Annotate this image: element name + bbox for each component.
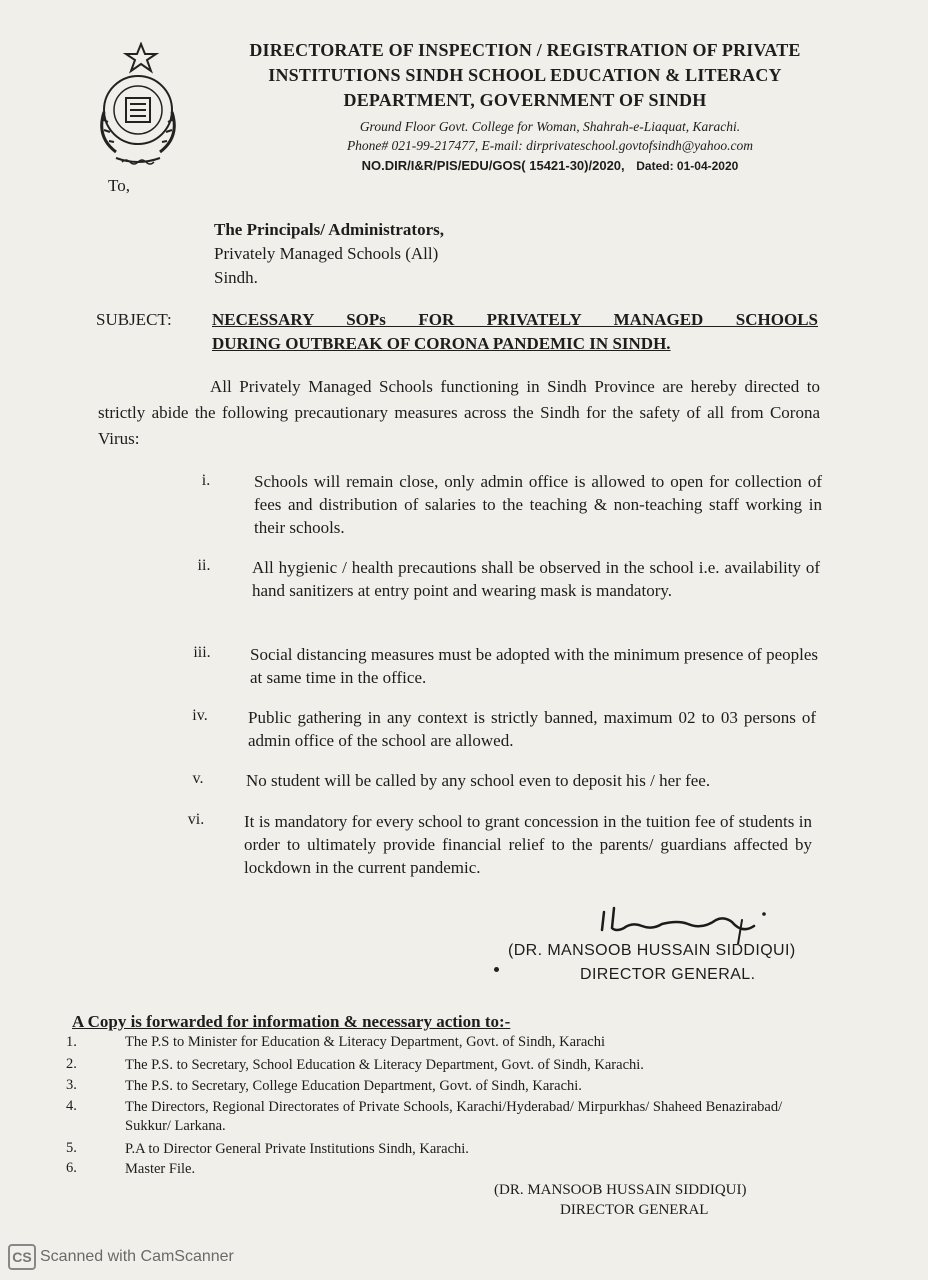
measure-number: iv. — [192, 707, 208, 724]
header-title-line-3: DEPARTMENT, GOVERNMENT OF SINDH — [343, 90, 707, 110]
copy-item-text: The P.S. to Secretary, School Education & Literacy Department, Govt. of Sindh, Karachi. — [125, 1057, 644, 1073]
measure-text: Schools will remain close, only admin office is allowed to open for collection of fees and distribution of salaries to the teaching & non-teaching staff working in their schools. — [254, 472, 822, 537]
intro-paragraph: All Privately Managed Schools functioning in Sindh Province are hereby directed to strictly abide the following precautionary measures across the Sindh for the safety of all from Corona Virus: — [98, 377, 820, 448]
footer-signatory-title: DIRECTOR GENERAL — [560, 1202, 709, 1218]
copy-forwarded-heading: A Copy is forwarded for information & necessary action to:- — [72, 1012, 511, 1031]
handwritten-signature — [592, 900, 772, 944]
measure-text: All hygienic / health precautions shall be observed in the school i.e. availability of hand sanitizers at entry point and wearing mask is mandatory. — [252, 558, 820, 600]
camscanner-logo-icon: CS — [8, 1244, 36, 1270]
copy-item-text: The P.S. to Secretary, College Education Department, Govt. of Sindh, Karachi. — [125, 1078, 582, 1094]
copy-item-text: The P.S to Minister for Education & Literacy Department, Govt. of Sindh, Karachi — [125, 1034, 606, 1050]
signatory-title: DIRECTOR GENERAL. — [580, 966, 756, 983]
camscanner-watermark — [8, 1244, 234, 1268]
signatory-name: (DR. MANSOOB HUSSAIN SIDDIQUI) — [508, 942, 796, 959]
reference-line — [290, 158, 810, 173]
subject-label: SUBJECT: — [96, 310, 172, 329]
header-title-line-2: INSTITUTIONS SINDH SCHOOL EDUCATION & LITERACY — [268, 65, 782, 85]
copy-item-number: 1. — [66, 1034, 77, 1050]
measure-number: i. — [201, 472, 211, 489]
copy-item-number: 2. — [66, 1056, 77, 1072]
recipient-line-2: Privately Managed Schools (All) — [214, 244, 439, 263]
letter-date: Dated: 01-04-2020 — [636, 159, 739, 173]
measure-number: ii. — [197, 557, 211, 574]
measure-number: iii. — [193, 644, 211, 661]
measure-text: No student will be called by any school even to deposit his / her fee. — [246, 771, 711, 790]
recipient-line-1: The Principals/ Administrators, — [214, 220, 444, 239]
recipient-line-3: Sindh. — [214, 268, 258, 287]
camscanner-text: Scanned with CamScanner — [40, 1248, 234, 1266]
measure-text: Social distancing measures must be adopted with the minimum presence of peoples at same time in the office. — [250, 645, 818, 687]
ink-dot — [494, 967, 499, 972]
copy-item-number: 5. — [66, 1140, 77, 1156]
footer-signatory-name: (DR. MANSOOB HUSSAIN SIDDIQUI) — [494, 1182, 747, 1198]
measure-text: Public gathering in any context is strictly banned, maximum 02 to 03 persons of admin office of the school are allowed. — [248, 708, 816, 750]
copy-item-text: Master File. — [125, 1161, 196, 1177]
office-address: Ground Floor Govt. College for Woman, Shahrah-e-Liaquat, Karachi. — [359, 119, 741, 134]
subject-line-2: DURING OUTBREAK OF CORONA PANDEMIC IN SINDH. — [212, 334, 671, 353]
reference-number: NO.DIR/I&R/PIS/EDU/GOS( 15421-30)/2020, — [361, 158, 625, 173]
sindh-government-emblem — [86, 42, 190, 170]
header-title-line-1: DIRECTORATE OF INSPECTION / REGISTRATION OF PRIVATE — [249, 40, 801, 60]
office-contact: Phone# 021-99-217477, E-mail: dirprivateschool.govtofsindh@yahoo.com — [346, 138, 754, 153]
measure-text: It is mandatory for every school to grant concession in the tuition fee of students in order to ultimately provide financial relief to the parents/ guardians affected by lockdown in the current pandemic. — [244, 812, 812, 877]
copy-item-text: P.A to Director General Private Institutions Sindh, Karachi. — [125, 1141, 469, 1157]
to-label: To, — [108, 176, 130, 195]
copy-item-number: 3. — [66, 1077, 77, 1093]
copy-item-number: 4. — [66, 1098, 77, 1114]
copy-item-number: 6. — [66, 1160, 77, 1176]
copy-item-text: The Directors, Regional Directorates of Private Schools, Karachi/Hyderabad/ Mirpurkhas/ Shaheed Benazirabad/ Sukkur/ Larkana. — [125, 1099, 783, 1134]
subject-line-1: NECESSARY SOPs FOR PRIVATELY MANAGED SCHOOLS — [212, 310, 818, 329]
measure-number: vi. — [187, 811, 205, 828]
measure-number: v. — [192, 770, 204, 787]
